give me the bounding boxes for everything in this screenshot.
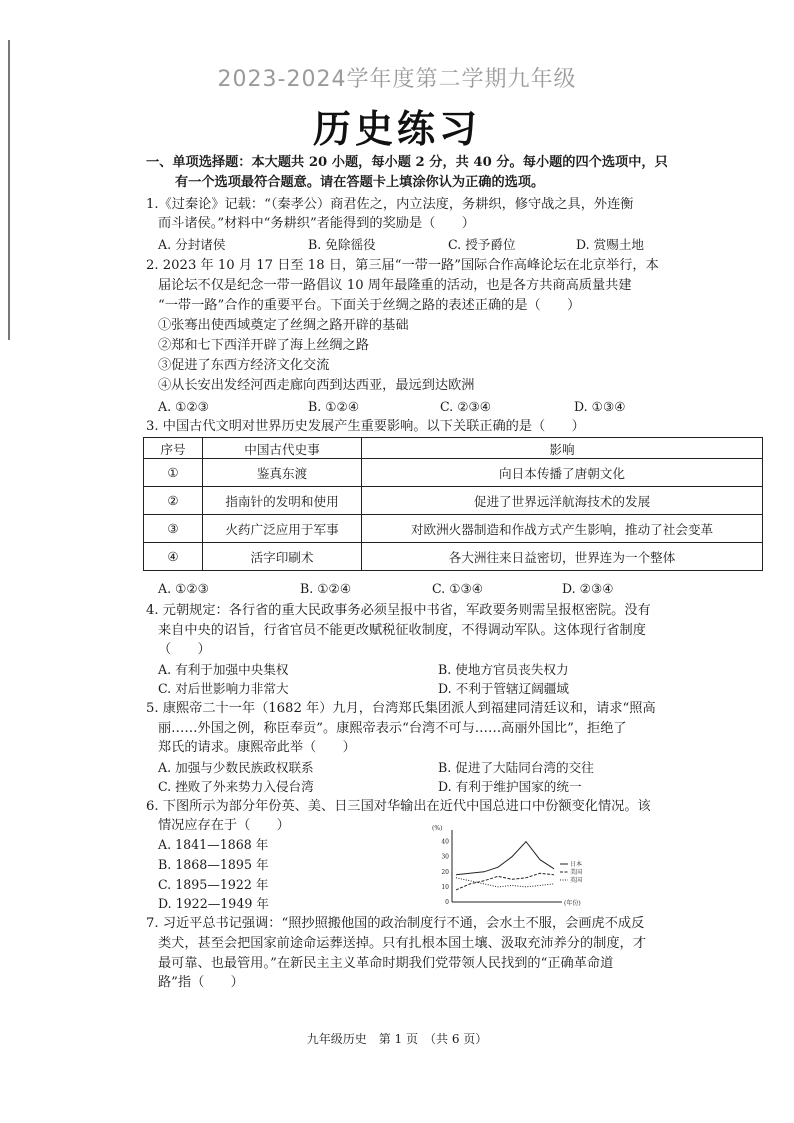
table-row: [144, 515, 763, 543]
import-share-chart: [430, 822, 595, 912]
legend-label: 日本: [570, 861, 583, 868]
q7-text-line2: 类犬，甚至会把国家前途命运葬送掉。只有扎根本国土壤、汲取充沛养分的制度，才: [158, 936, 646, 951]
q2-item-4: ④从长安出发经河西走廊向西到达西亚，最远到达欧洲: [158, 378, 475, 393]
cell-number: ①: [144, 459, 203, 487]
q6-option-c: C. 1895—1922 年: [158, 877, 269, 892]
q2-item-3: ③促进了东西方经济文化交流: [158, 358, 330, 373]
history-table: [143, 437, 763, 571]
x-axis-label: (年份): [564, 900, 581, 907]
y-tick-label: 20: [441, 868, 449, 876]
q1-option-a: A. 分封诸侯: [158, 237, 226, 252]
cell-impact: 向日本传播了唐朝文化: [362, 459, 763, 487]
q5-option-c: C. 挫败了外来势力入侵台湾: [158, 779, 314, 794]
y-tick-label: 10: [441, 883, 449, 891]
q5-text-line2: 丽……外国之例，称臣奉贡”。康熙帝表示“台湾不可与……高丽外国比”，拒绝了: [158, 721, 627, 736]
q3-option-c: C. ①③④: [432, 581, 484, 596]
page-title: 历史练习: [312, 107, 481, 151]
series-line-1: [456, 842, 554, 875]
q1-option-c: C. 授予爵位: [448, 237, 516, 252]
cell-event: 指南针的发明和使用: [203, 487, 362, 515]
q2-option-d: D. ①③④: [574, 399, 626, 414]
section-instruction-2: 有一个选项最符合题意。请在答题卡上填涂你认为正确的选项。: [175, 175, 545, 190]
q6-option-d: D. 1922—1949 年: [158, 896, 269, 911]
q4-option-d: D. 不利于管辖辽阔疆域: [438, 681, 569, 696]
q6-text-line1: 6. 下图所示为部分年份英、美、日三国对华输出在近代中国总进口中份额变化情况。该: [146, 799, 651, 814]
q3-option-b: B. ①②④: [300, 581, 352, 596]
y-tick-label: 30: [441, 853, 449, 861]
page-footer: 九年级历史 第 1 页 （共 6 页）: [306, 1032, 488, 1046]
col-header-impact: 影响: [362, 438, 763, 459]
table-header-row: [144, 438, 763, 459]
q5-text-line3: 郑氏的请求。康熙帝此举（ ）: [158, 740, 356, 755]
q1-text-line2: 而斗诸侯。”材料中“务耕织”者能得到的奖励是（ ）: [158, 216, 475, 231]
cell-impact: 各大洲往来日益密切，世界连为一个整体: [362, 543, 763, 571]
q5-option-d: D. 有利于维护国家的统一: [438, 779, 582, 794]
cell-event: 活字印刷术: [203, 543, 362, 571]
q3-option-d: D. ②③④: [562, 581, 614, 596]
cell-impact: 对欧洲火器制造和作战方式产生影响，推动了社会变革: [362, 515, 763, 543]
q1-option-d: D. 赏赐土地: [576, 237, 645, 252]
q4-text-line2: 来自中央的诏旨，行省官员不能更改赋税征收制度，不得调动军队。这体现行省制度: [158, 623, 646, 638]
q6-option-b: B. 1868—1895 年: [158, 857, 269, 872]
q4-text-line3: （ ）: [158, 642, 211, 657]
q2-option-b: B. ①②④: [308, 399, 360, 414]
table-row: [144, 459, 763, 487]
q6-option-a: A. 1841—1868 年: [158, 837, 269, 852]
q3-text-line1: 3. 中国古代文明对世界历史发展产生重要影响。以下关联正确的是（ ）: [146, 419, 585, 434]
col-header-number: 序号: [144, 438, 203, 459]
q4-option-b: B. 使地方官员丧失权力: [438, 662, 569, 677]
q7-text-line4: 路”指（ ）: [158, 975, 244, 990]
q1-option-b: B. 免除徭役: [308, 237, 376, 252]
series-line-3: [456, 878, 554, 887]
table-row: [144, 487, 763, 515]
y-tick-label: 40: [441, 838, 449, 846]
cell-number: ③: [144, 515, 203, 543]
school-year-heading: 2023-2024学年度第二学期九年级: [217, 67, 577, 92]
q7-text-line3: 最可靠、也最管用。”在新民主主义革命时期我们党带领人民找到的“正确革命道: [158, 956, 614, 971]
cell-event: 火药广泛应用于军事: [203, 515, 362, 543]
q5-option-a: A. 加强与少数民族政权联系: [158, 760, 314, 775]
q2-option-a: A. ①②③: [158, 399, 209, 414]
col-header-event: 中国古代史事: [203, 438, 362, 459]
section-instruction-1: 一、单项选择题：本大题共 20 小题，每小题 2 分，共 40 分。每小题的四个选项中，只: [146, 155, 668, 170]
q2-option-c: C. ②③④: [440, 399, 492, 414]
q2-text-line3: “一带一路”合作的重要平台。下面关于丝绸之路的表述正确的是（ ）: [158, 298, 581, 313]
q6-text-line2: 情况应存在于（ ）: [158, 818, 290, 833]
cell-number: ④: [144, 543, 203, 571]
q5-option-b: B. 促进了大陆同台湾的交往: [438, 760, 594, 775]
q4-option-c: C. 对后世影响力非常大: [158, 681, 289, 696]
q2-text-line1: 2. 2023 年 10 月 17 日至 18 日，第三届“一带一路”国际合作高峰论坛在北京举行，本: [146, 258, 659, 273]
y-tick-label: 0: [445, 899, 449, 906]
q2-item-2: ②郑和七下西洋开辟了海上丝绸之路: [158, 338, 369, 353]
q2-text-line2: 届论坛不仅是纪念一带一路倡议 10 周年最隆重的活动，也是各方共商高质量共建: [158, 278, 632, 293]
q7-text-line1: 7. 习近平总书记强调：“照抄照搬他国的政治制度行不通，会水土不服，会画虎不成反: [146, 916, 645, 931]
y-axis-label: (%): [432, 825, 443, 832]
q2-item-1: ①张骞出使西域奠定了丝绸之路开辟的基础: [158, 318, 409, 333]
series-line-2: [456, 873, 554, 890]
cell-number: ②: [144, 487, 203, 515]
legend-label: 美国: [570, 869, 583, 876]
q5-text-line1: 5. 康熙帝二十一年（1682 年）九月，台湾郑氏集团派人到福建同清廷议和，请求“照高: [146, 701, 656, 716]
cell-impact: 促进了世界远洋航海技术的发展: [362, 487, 763, 515]
q1-text-line1: 1.《过秦论》记载：“（秦孝公）商君佐之，内立法度，务耕织，修守战之具，外连衡: [146, 197, 634, 212]
legend-label: 英国: [570, 877, 583, 884]
q4-option-a: A. 有利于加强中央集权: [158, 662, 289, 677]
cell-event: 鉴真东渡: [203, 459, 362, 487]
table-row: [144, 543, 763, 571]
q3-option-a: A. ①②③: [158, 581, 209, 596]
q4-text-line1: 4. 元朝规定：各行省的重大民政事务必须呈报中书省，军政要务则需呈报枢密院。没有: [146, 603, 651, 618]
